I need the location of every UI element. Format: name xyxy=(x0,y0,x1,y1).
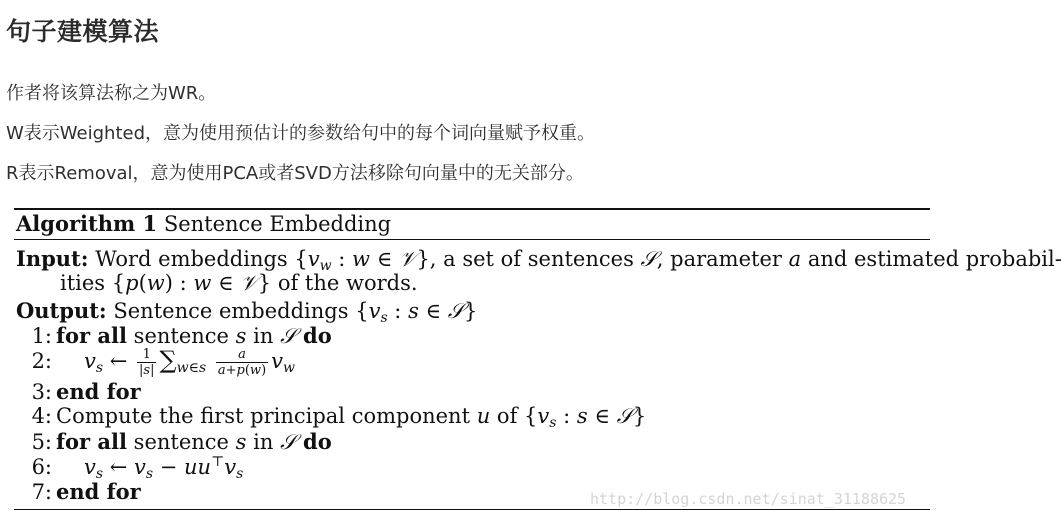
algorithm-label: Algorithm 1 xyxy=(16,211,158,236)
algorithm-step-2: 2: $v_s$ ← $\frac{1}{|s|}$ $\sum_{w\in s}$ $\frac{a}{a+p(w)}$ $v_w$ xyxy=(31,346,295,378)
page-title: 句子建模算法 xyxy=(6,17,160,46)
algorithm-bottom-rule xyxy=(14,509,930,510)
algorithm-step-3: 3: end for xyxy=(31,379,141,404)
algorithm-box xyxy=(14,208,1062,510)
paragraph-removal: R表示Removal，意为使用PCA或者SVD方法移除句向量中的无关部分。 xyxy=(6,163,584,184)
paragraph-weighted: W表示Weighted，意为使用预估计的参数给句中的每个词向量赋予权重。 xyxy=(6,123,596,144)
output-label: Output: xyxy=(16,298,107,323)
algorithm-top-rule xyxy=(14,208,930,210)
paragraph-wr: 作者将该算法称之为WR。 xyxy=(6,83,217,104)
algorithm-step-4: 4: Compute the first principal component u of {$v_s$ : s ∈ 𝒮} xyxy=(31,404,647,431)
algorithm-step-7: 7: end for xyxy=(31,479,141,504)
algorithm-step-5: 5: for all sentence s in 𝒮 do xyxy=(31,429,332,454)
algorithm-step-6: 6: $v_s$ ← $v_s - uu^⊤v_s$ xyxy=(31,454,244,482)
algorithm-step-1: 1: for all sentence s in 𝒮 do xyxy=(31,323,332,348)
algorithm-header xyxy=(16,211,391,236)
watermark-url: http://blog.csdn.net/sinat_31188625 xyxy=(590,490,907,508)
algorithm-mid-rule xyxy=(14,239,930,240)
algorithm-name: Sentence Embedding xyxy=(163,212,392,236)
input-label: Input: xyxy=(16,246,89,271)
algorithm-input-continued: ities {p(w) : w ∈ 𝒱} of the words. xyxy=(60,271,418,295)
algorithm-input-line: Input: Word embeddings {$v_w$ : w ∈ 𝒱}, a set of sentences 𝒮, parameter a and estimated probabil- xyxy=(16,246,1062,274)
algorithm-output-line: Output: Sentence embeddings {$v_s$ : s ∈ 𝒮} xyxy=(16,298,478,326)
